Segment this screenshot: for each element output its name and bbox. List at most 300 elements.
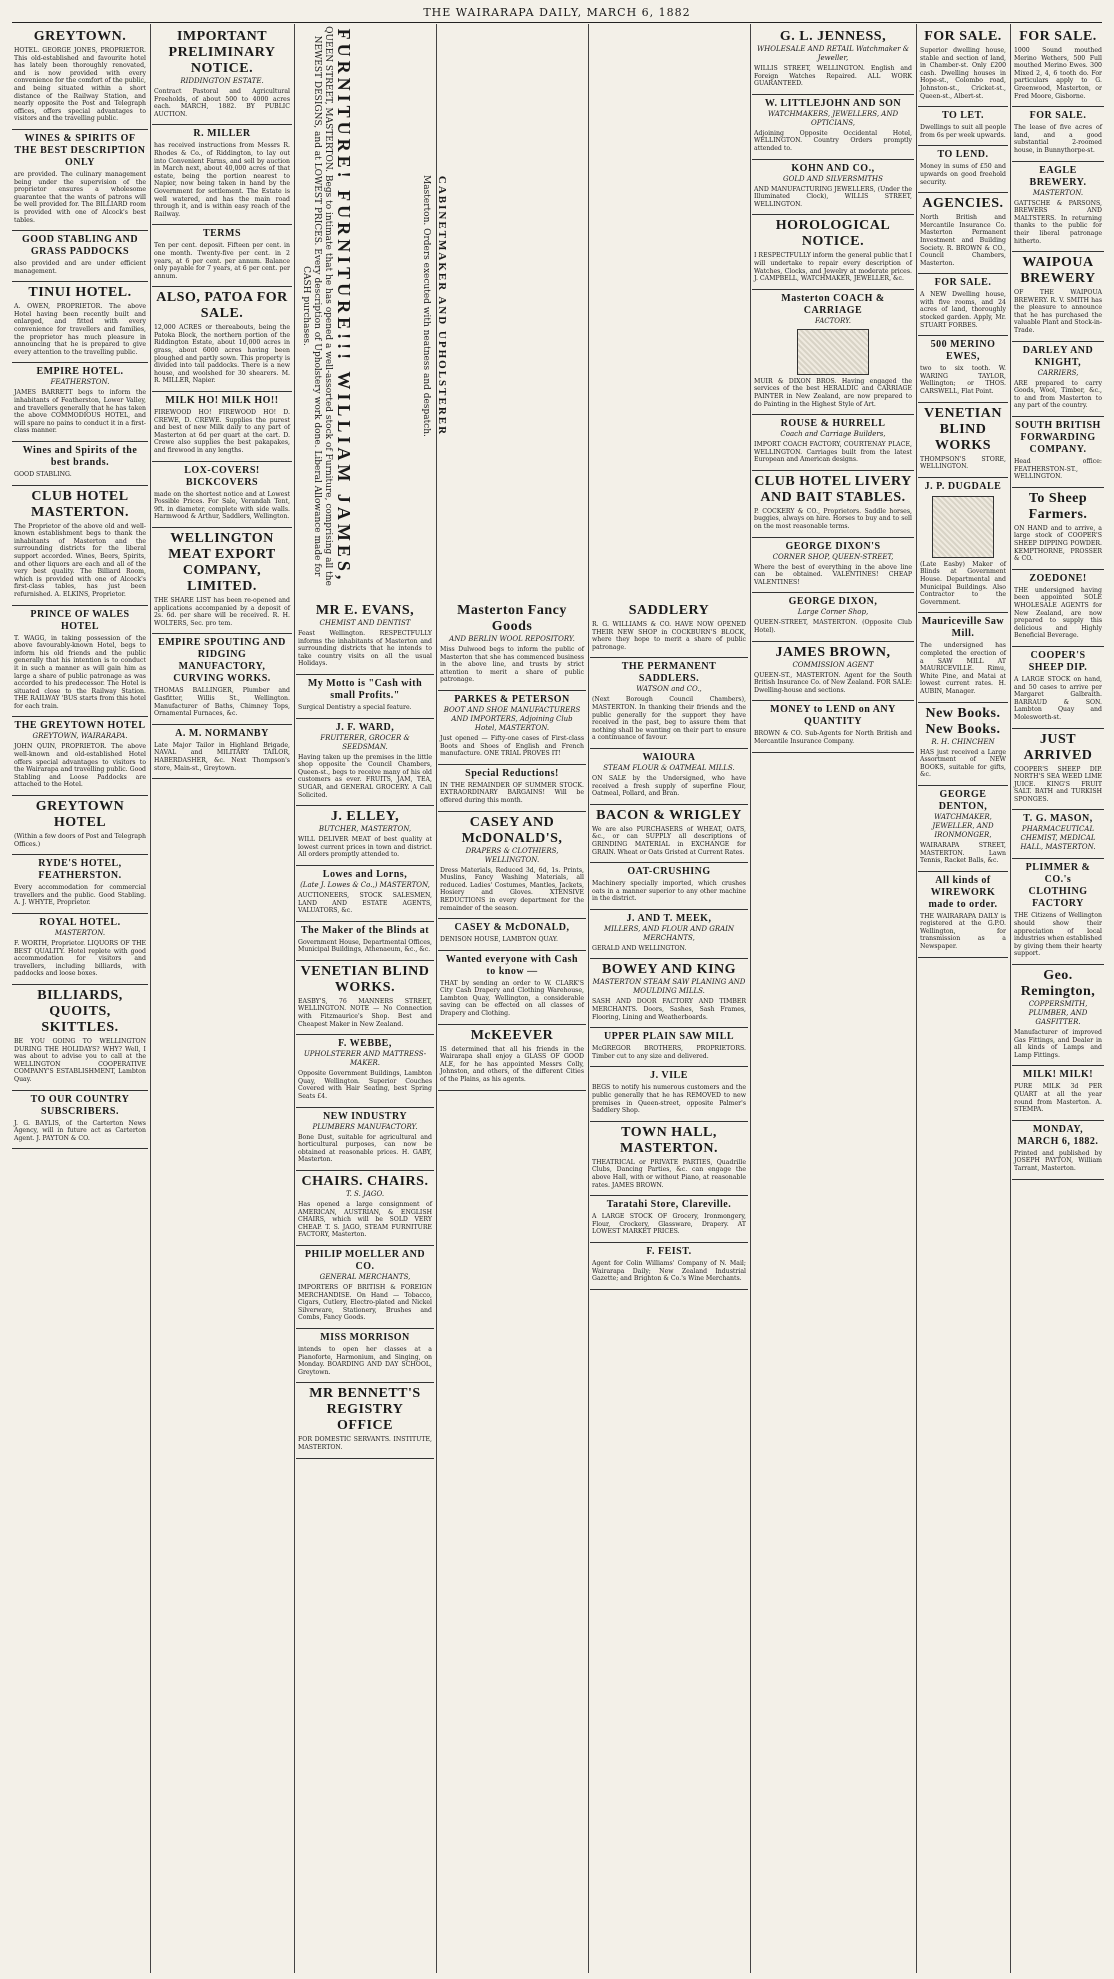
ad-body-text: WILL DELIVER MEAT of best quality at lowest current prices in town and district. All orders promptly attended to. <box>298 836 432 859</box>
advertisement <box>152 725 292 779</box>
advertisement <box>752 642 914 702</box>
column-rule <box>294 24 295 1973</box>
ad-body-text: Surgical Dentistry a special feature. <box>298 703 412 711</box>
advertisement <box>296 806 434 866</box>
ad-heading: J. P. DUGDALE <box>924 480 1002 492</box>
ad-heading: MILK HO! MILK HO!! <box>165 395 279 407</box>
advertisement <box>752 538 914 594</box>
advertisement <box>438 951 586 1025</box>
blind-maker-illustration <box>932 496 994 558</box>
advertisement <box>752 215 914 289</box>
ad-heading: WAIPOUA BREWERY <box>1020 255 1096 287</box>
ad-body-text: THE undersigned having been appointed SOLE WHOLESALE AGENTS for New Zealand, are now prepared to supply this delicious and Highly Beneficial Beverage. <box>1014 586 1102 640</box>
advertisement <box>438 919 586 951</box>
advertisement <box>590 1067 748 1121</box>
ad-body-text: QUEEN-ST., MASTERTON. Agent for the South British Insurance Co. of New Zealand. FOR SALE: Dwelling-house and sections. <box>754 671 912 694</box>
advertisement <box>752 593 914 641</box>
ad-heading: CASEY AND McDONALD'S, <box>461 814 563 846</box>
advertisement <box>1012 859 1104 965</box>
ad-subheading: RIDDINGTON ESTATE. <box>180 77 264 85</box>
advertisement <box>1012 647 1104 729</box>
ad-body-text: BROWN & CO. Sub-Agents for North British and Mercantile Insurance Company. <box>754 730 912 745</box>
advertisement <box>152 125 292 225</box>
ad-body-text: THE SHARE LIST has been re-opened and applications accompanied by a deposit of 2s. 6d. per share will be received. R. H. WOLTERS, Sec. pro tem. <box>154 596 290 627</box>
ad-heading: MONEY to LEND on ANY QUANTITY <box>770 704 896 728</box>
ad-body-text: Bone Dust, suitable for agricultural and horticultural purposes, can now be obtained at reasonable prices. H. GABY, Masterton. <box>298 1133 432 1164</box>
ad-heading: PRINCE OF WALES HOTEL <box>30 608 130 632</box>
ad-body-text: P. COCKERY & CO., Proprietors. Saddle horses, buggies, always on hire. Horses to buy and to sell on the most reasonable terms. <box>754 507 912 531</box>
ad-heading: TOWN HALL, MASTERTON. <box>620 1124 718 1156</box>
ad-heading: CLUB HOTEL LIVERY AND BAIT STABLES. <box>754 473 912 505</box>
advertisement <box>438 691 586 765</box>
advertisement <box>1012 729 1104 811</box>
ad-body-text: Opposite Government Buildings, Lambton Quay, Wellington. Superior Couches Covered with Hair Seating, best Spring Seats £4. <box>298 1070 432 1101</box>
advertisement <box>1012 417 1104 488</box>
ad-body-text: Adjoining Opposite Occidental Hotel, WELLINGTON. Country Orders promptly attended to. <box>754 129 912 152</box>
ad-body-text: The undersigned has completed the erection of a SAW MILL AT MAURICEVILLE. Rimu, White Pine, and Matai at lowest current rates. H. AUBIN, Manager. <box>920 642 1006 695</box>
ad-body-text: THAT by sending an order to W. CLARK'S City Cash Drapery and Clothing Warehouse, Lambton Quay, Wellington, a considerable saving can be effected on all classes of Drapery and Clothing. <box>440 979 584 1018</box>
ad-heading: TO LET. <box>941 110 985 122</box>
ad-body-text: two to six tooth. W. WARING TAYLOR, Wellington; or THOS. CARSWELL, Flat Point. <box>920 365 1006 396</box>
advertisement <box>590 863 748 910</box>
advertisement <box>12 486 148 606</box>
ad-heading: Geo. Remington, <box>1020 968 1096 1000</box>
ad-body-text: Every accommodation for commercial travellers and the public. Good Stabling. A. J. WHYTE, Proprietor. <box>14 884 146 907</box>
advertisement <box>918 613 1008 702</box>
ad-body-text: GATTSCHE & PARSONS, BREWERS AND MALTSTERS. In returning thanks to the public for their liberal patronage hitherto. <box>1014 199 1102 245</box>
ad-body-text: IN THE REMAINDER OF SUMMER STOCK. EXTRAORDINARY BARGAINS! Will be offered during this month. <box>440 781 584 804</box>
ad-body-text: WAIRARAPA STREET, MASTERTON. Lawn Tennis, Racket Balls, &c. <box>920 841 1006 865</box>
ad-subheading: BUTCHER, MASTERTON, <box>318 825 412 834</box>
masthead-rule <box>12 22 1102 23</box>
ad-body-text: 1000 Sound mouthed Merino Wethers, 500 Full mouthed Merino Ewes. 300 Mixed 2, 4, 6 tooth do. For particulars apply to G. Greenwood, Masterton, or Fred Moore, Gisborne. <box>1014 47 1102 100</box>
ad-body-text: T. WAGG, in taking possession of the above favourably-known Hotel, begs to inform his old friends and the public generally that his intention is to conduct it in such a manner as will gain him as large a share of public patronage as was accorded to his predecessor. The Hotel is situated close to the Railway Station. THE RAILWAY 'BUS starts from this hotel for each train. <box>14 634 146 710</box>
ad-heading: ROYAL HOTEL. <box>39 917 121 928</box>
ad-subheading: T. S. JAGO. <box>345 1190 385 1198</box>
ad-heading: WAIOURA <box>642 751 696 763</box>
ad-body-text: GERALD AND WELLINGTON. <box>592 944 687 952</box>
ad-heading: 500 MERINO EWES, <box>930 339 996 363</box>
column-4 <box>438 600 586 1973</box>
ad-heading: J. AND T. MEEK, <box>626 912 712 924</box>
ad-heading: CASEY & McDONALD, <box>454 922 570 934</box>
ad-heading: JUST ARRIVED <box>1023 731 1093 763</box>
ad-subheading: MASTERTON STEAM SAW PLANING AND MOULDING MILLS. <box>592 978 746 996</box>
ad-heading: J. ELLEY, <box>330 809 400 825</box>
advertisement <box>590 805 748 863</box>
ad-body-text: A NEW Dwelling house, with five rooms, and 24 acres of land, thoroughly stocked garden. Apply, Mr. STUART FORBES. <box>920 291 1006 329</box>
ad-heading: GREYTOWN HOTEL <box>35 799 125 831</box>
ad-body-text: ON SALE by the Undersigned, who have received a fresh supply of superfine Flour, Oatmeal, Pollard, and Bran. <box>592 774 746 798</box>
ad-body-text: Dwellings to suit all people from 6s per week upwards. <box>920 124 1006 139</box>
ad-heading: VENETIAN BLIND WORKS <box>924 405 1002 453</box>
ad-body-text: THOMAS BALLINGER, Plumber and Gasfitter, Willis St., Wellington. Manufacturer of Baths, Chimney Tops, Ornamental Furnaces, &c. <box>154 687 290 718</box>
advertisement <box>918 703 1008 786</box>
ad-heading: MR E. EVANS, <box>315 603 415 618</box>
ad-heading: GEORGE DIXON, <box>788 596 878 608</box>
ad-heading: EMPIRE SPOUTING AND RIDGING MANUFACTORY, CURVING WORKS. <box>158 637 286 685</box>
advertisement <box>1012 810 1104 859</box>
ad-body-text: OF THE WAIPOUA BREWERY. R. V. SMITH has the pleasure to announce that he has purchased the valuable Plant and Stock-in-Trade. <box>1014 289 1102 335</box>
column-6 <box>752 26 914 1973</box>
ad-heading: Special Reductions! <box>465 767 559 779</box>
advertisement <box>590 600 748 658</box>
ad-body-text: SASH AND DOOR FACTORY AND TIMBER MERCHANTS. Doors, Sashes, Sash Frames, Flooring, Lining and Weatherboards. <box>592 998 746 1021</box>
ad-heading: IMPORTANT PRELIMINARY NOTICE. <box>168 29 276 76</box>
ad-subheading: CARRIERS, <box>1037 368 1079 377</box>
ad-body-text: BE YOU GOING TO WELLINGTON DURING THE HOLIDAYS? WHY? Well, I was about to advise you to call at the WELLINGTON COOPERATIVE COMPANY'S ESTABLISHMENT, Lambton Quay. <box>14 1037 146 1083</box>
advertisement <box>1012 570 1104 647</box>
ad-heading: CLUB HOTEL MASTERTON. <box>31 488 129 520</box>
ad-body-text: JAMES BARRETT begs to inform the inhabitants of Featherston, Lower Valley, and travellers generally that he has taken the above COMMODIOUS HOTEL, and will spare no pains to conduct it in a first-class manner. <box>14 389 146 435</box>
ad-body-text: DENISON HOUSE, LAMBTON QUAY. <box>440 936 559 944</box>
ad-body-text: JOHN QUIN, PROPRIETOR. The above well-known and old-established Hotel offers special advantages to visitors to the Wairarapa and travelling public. Good Stabling and Loose Paddocks are attached to the Hotel. <box>14 743 146 789</box>
ad-heading: Lowes and Lorns, <box>322 868 408 880</box>
furniture-vertical-ad <box>300 26 418 586</box>
ad-heading: OAT-CRUSHING <box>627 866 711 878</box>
advertisement <box>296 922 434 961</box>
ad-body-text: North British and Mercantile Insurance Co. Masterton Permanent Investment and Building Society. R. BROWN & CO., Council Chambers, Masterton. <box>920 214 1006 267</box>
ad-body-text: ON HAND and to arrive, a large stock of COOPER'S SHEEP DIPPING POWDER. KEMPTHORNE, PROSSER & CO. <box>1014 524 1102 563</box>
advertisement <box>296 719 434 807</box>
ad-heading: SOUTH BRITISH FORWARDING COMPANY. <box>1015 420 1101 456</box>
ad-subheading: Large Corner Shop, <box>797 608 869 617</box>
column-rule <box>916 24 917 1973</box>
ad-heading: J. F. WARD, <box>335 721 395 733</box>
ad-heading: T. G. MASON, <box>1023 813 1093 825</box>
ad-body-text: We are also PURCHASERS of WHEAT, OATS, &c., or can SUPPLY all descriptions of GRINDING MATERIAL in EXCHANGE for GRAIN. Wheat or Oats Gristed at Current Rates. <box>592 825 746 856</box>
ad-heading: RYDE'S HOTEL, FEATHERSTON. <box>38 858 122 882</box>
ad-subheading: WATCHMAKERS, JEWELLERS, AND OPTICIANS, <box>767 109 899 127</box>
advertisement <box>152 462 292 528</box>
ad-heading: G. L. JENNESS, <box>779 29 887 44</box>
ad-heading: Mauriceville Saw Mill. <box>921 616 1005 640</box>
ad-body-text: EASBY'S, 76 MANNERS STREET, WELLINGTON. NOTE — No Connection with Fitzmaurice's Shop. Best and Cheapest Maker in New Zealand. <box>298 997 432 1028</box>
advertisement <box>12 130 148 231</box>
ad-heading: W. LITTLEJOHN AND SON <box>764 97 902 109</box>
ad-subheading: COPPERSMITH, PLUMBER, AND GASFITTER. <box>1028 1000 1088 1027</box>
advertisement <box>590 910 748 960</box>
advertisement <box>296 1108 434 1171</box>
ad-body-text: Superior dwelling house, stable and section of land, in Chamber-st. Only £200 cash. Dwelling houses in Hope-st., Colombo road, Johnston-st., Cricket-st., Queen-st., Albert-st. <box>920 47 1006 100</box>
ad-body-text: F. WORTH, Proprietor. LIQUORS OF THE BEST QUALITY. Hotel replete with good accommodation for visitors and travellers, including billiards, with paddocks and loose boxes. <box>14 940 146 978</box>
advertisement <box>1012 107 1104 161</box>
advertisement <box>152 287 292 392</box>
advertisement <box>438 600 586 691</box>
ad-heading: KOHN AND CO., <box>791 162 875 174</box>
advertisement <box>918 786 1008 872</box>
ad-body-text: Contract Pastoral and Agricultural Freeholds, of about 500 to 4000 acres each. MARCH, 1882. BY PUBLIC AUCTION. <box>154 88 290 118</box>
ad-body-text: WILLIS STREET, WELLINGTON. English and Foreign Watches Repaired. ALL WORK GUARANTEED. <box>754 65 912 88</box>
ad-body-text: QUEEN-STREET, MASTERTON. (Opposite Club Hotel). <box>754 619 912 635</box>
ad-body-text: Just opened — Fifty-one cases of First-class Boots and Shoes of English and French manufacture. ONE TRIAL PROVES IT! <box>440 734 584 758</box>
ad-body-text: intends to open her classes at a Pianoforte, Harmonium, and Singing, on Monday. BOARDING AND DAY SCHOOL, Greytown. <box>298 1345 432 1376</box>
advertisement <box>918 872 1008 958</box>
ad-heading: J. VILE <box>650 1070 688 1082</box>
ad-heading: GOOD STABLING AND GRASS PADDOCKS <box>21 234 139 258</box>
ad-body-text: HAS just received a Large Assortment of NEW BOOKS, suitable for gifts, &c. <box>920 748 1006 779</box>
advertisement <box>918 193 1008 274</box>
advertisement <box>752 290 914 415</box>
ad-body-text: A LARGE STOCK on hand, and 50 cases to arrive per Margaret Galbraith. BARRAUD & SON. Lambton Quay and Molesworth-st. <box>1014 675 1102 721</box>
ad-subheading: MASTERTON. <box>1032 188 1084 197</box>
advertisement <box>1012 1066 1104 1120</box>
ad-subheading: UPHOLSTERER AND MATTRESS-MAKER. <box>303 1050 427 1068</box>
advertisement <box>752 95 914 160</box>
ad-body-text: Feast Wellington. RESPECTFULLY informs the inhabitants of Masterton and surrounding districts that he intends to take country visits on all the usual Holidays. <box>298 630 432 668</box>
column-7 <box>918 26 1008 1973</box>
ad-heading: R. MILLER <box>193 128 251 140</box>
ad-body-text: FIREWOOD HO! FIREWOOD HO! D. CREWE, D. CREWE. Supplies the purest and best of new Milk daily to any part of Masterton at 6d per quart at the cart. D. Crewe also supplies the best pakapakes, and firewood in any lengths. <box>154 409 290 454</box>
advertisement <box>152 225 292 287</box>
column-1 <box>12 26 148 1973</box>
ad-heading: THE GREYTOWN HOTEL <box>14 720 146 732</box>
ad-heading: TERMS <box>202 228 242 240</box>
ad-heading: Wanted everyone with Cash to know — <box>445 953 579 977</box>
ad-body-text: COOPER'S SHEEP DIP. NORTH'S SEA WEED LIME JUICE. KING'S FRUIT SALT. BATH and TURKISH SPONGES. <box>1014 765 1102 803</box>
ad-body-text: GOOD STABLING. <box>14 471 72 478</box>
ad-heading: TO OUR COUNTRY SUBSCRIBERS. <box>30 1093 130 1117</box>
advertisement <box>752 701 914 752</box>
advertisement <box>590 1028 748 1067</box>
ad-heading: VENETIAN BLIND WORKS. <box>300 963 430 995</box>
vertical-ad-head: FURNITURE! FURNITURE!!! WILLIAM JAMES, <box>334 28 354 584</box>
ad-heading: Wines and Spirits of the best brands. <box>22 445 138 468</box>
advertisement <box>918 336 1008 402</box>
ad-subheading: PLUMBERS MANUFACTORY. <box>312 1122 418 1131</box>
ad-body-text: BEGS to notify his numerous customers and the public generally that he has REMOVED to new premises in Queen-street, opposite Palmer's Saddlery Shop. <box>592 1084 746 1115</box>
advertisement <box>296 866 434 922</box>
ad-body-text: Dress Materials, Reduced 3d, 6d, 1s. Prints, Muslins, Fancy Washing Materials, all reduced. Ladies' Costumes, Mantles, Jackets, Hosiery and Gloves. XTENSIVE REDUCTIONS in every department for the remainder of the season. <box>440 866 584 912</box>
advertisement <box>590 959 748 1028</box>
ad-heading: DARLEY AND KNIGHT, <box>1022 344 1094 368</box>
advertisement <box>12 855 148 914</box>
ad-body-text: (Within a few doors of Post and Telegraph Offices.) <box>14 833 146 848</box>
carriage-illustration <box>797 329 869 375</box>
ad-heading: AGENCIES. <box>922 196 1004 212</box>
ad-heading: ZOEDONE! <box>1029 572 1087 584</box>
ad-body-text: IMPORTERS OF BRITISH & FOREIGN MERCHANDISE. On Hand — Tobacco, Cigars, Cutlery, Electro-plated and Nickel Silverware, Stationery, Brushes and Combs, Fancy Goods. <box>298 1283 432 1322</box>
advertisement <box>918 146 1008 193</box>
ad-heading: PARKES & PETERSON <box>454 693 570 705</box>
ad-body-text: Where the best of everything in the above line can be obtained. VALENTINES! CHEAP VALENTINES! <box>754 563 912 586</box>
ad-body-text: PURE MILK 3d PER QUART at all the year round from Masterton. A. STEMPA. <box>1014 1083 1102 1114</box>
advertisement <box>296 1246 434 1329</box>
advertisement <box>1012 1121 1104 1180</box>
ad-subheading: FRUITERER, GROCER & SEEDSMAN. <box>320 733 410 751</box>
ad-subheading: R. H. CHINCHEN <box>931 737 995 746</box>
advertisement <box>12 606 148 718</box>
ad-body-text: Machinery specially imported, which crushes oats in a manner superior to any other machine in the district. <box>592 880 746 903</box>
advertisement <box>1012 965 1104 1066</box>
ad-body-text: (Late Easby) Maker of Blinds at Government House. Departmental and Municipal Buildings. Also Contractor to the Government. <box>920 560 1006 606</box>
ad-heading: EMPIRE HOTEL. <box>36 366 124 378</box>
ad-heading: Masterton COACH & CARRIAGE <box>781 292 885 316</box>
ad-heading: New Books. New Books. <box>925 705 1001 737</box>
advertisement <box>590 1243 748 1290</box>
advertisement <box>752 415 914 471</box>
advertisement <box>1012 26 1104 107</box>
advertisement <box>918 403 1008 478</box>
ad-heading: EAGLE BREWERY. <box>1029 164 1087 188</box>
ad-subheading: WHOLESALE AND RETAIL Watchmaker & Jeweller, <box>756 45 909 62</box>
advertisement <box>1012 162 1104 253</box>
column-5 <box>590 600 748 1973</box>
advertisement <box>12 442 148 486</box>
column-rule <box>750 24 751 1973</box>
column-rule <box>1010 24 1011 1973</box>
ad-heading: SADDLERY <box>628 603 710 618</box>
ad-body-text: has received instructions from Messrs R. Rhodes & Co., of Riddington, to lay out into Convenient Farms, and sell by auction in March next, about 40,000 acres of that estate, being the portion nearest to Napier, now being taken in hand by the Government for settlement. The Estate is well watered, and has the main road through it, and is within easy reach of the Railway. <box>154 142 290 218</box>
ad-body-text: also provided and are under efficient management. <box>14 260 146 275</box>
ad-subheading: COMMISSION AGENT <box>792 660 874 669</box>
ad-body-text: The lease of five acres of land, and a good substantial 2-roomed house, in Bunnythorpe-st. <box>1014 124 1102 154</box>
advertisement <box>590 749 748 805</box>
ad-body-text: (Next Borough Council Chambers), MASTERTON. In thanking their friends and the public generally for the support they have received in the past, beg to assure them that nothing shall be wanting on their part to ensure a continuance of favour. <box>592 696 746 742</box>
advertisement <box>12 985 148 1091</box>
ad-subheading: DRAPERS & CLOTHIERS, WELLINGTON. <box>465 846 559 864</box>
ad-subheading: FEATHERSTON. <box>50 378 110 387</box>
vertical-ad-head: CABINETMAKER AND UPHOLSTERER <box>436 175 448 437</box>
ad-heading: NEW INDUSTRY <box>322 1110 408 1122</box>
advertisement <box>12 914 148 985</box>
ad-body-text: made on the shortest notice and at Lowest Possible Prices. For Sale, Verandah Tent, 9ft. in diameter, complete with side walls. Harmwood & Arthur, Saddlers, Wellington. <box>154 490 290 521</box>
ad-heading: THE PERMANENT SADDLERS. <box>621 661 717 685</box>
vertical-ad-body: QUEEN STREET, MASTERTON. Begs to intimate that he has opened a well-assorted stock of Furniture, comprising all the NEWEST DESIGNS, and at LOWEST PRICES. Every description of Upholstery work done. Liberal Allowance made for CASH purchases. <box>301 26 333 586</box>
ad-body-text: AND MANUFACTURING JEWELLERS, (Under the Illuminated Clock), WILLIS STREET, WELLINGTON. <box>754 185 912 208</box>
ad-heading: GEORGE DIXON'S <box>785 540 881 552</box>
ad-heading: BILLIARDS, QUOITS, SKITTLES. <box>37 987 123 1035</box>
column-2 <box>152 26 292 1973</box>
ad-subheading: GOLD AND SILVERSMITHS <box>783 174 883 183</box>
ad-heading: PHILIP MOELLER AND CO. <box>304 1248 426 1272</box>
advertisement <box>296 1035 434 1107</box>
advertisement <box>752 471 914 538</box>
advertisement <box>918 26 1008 107</box>
advertisement <box>152 26 292 125</box>
advertisement <box>1012 342 1104 417</box>
ad-body-text: I RESPECTFULLY inform the general public that I will undertake to repair every description of Watches, Clocks, and Jewelry at moderate prices. J. CAMPBELL, WATCHMAKER, JEWELLER, &c. <box>754 252 912 283</box>
ad-heading: Taratahi Store, Clareville. <box>606 1199 732 1211</box>
advertisement <box>590 1196 748 1243</box>
ad-body-text: Agent for Colin Williams' Company of N. Mail; Wairarapa Daily; New Zealand Industrial Gazette; and Brighton & Co.'s Wine Merchants. <box>592 1259 746 1283</box>
advertisement <box>918 107 1008 146</box>
ad-body-text: Having taken up the premises in the little shop opposite the Council Chambers, Queen-st., begs to receive many of his old customers as ever. FRUITS, JAM, TEA, SUGAR, and GENERAL GROCERY. A Call Solicited. <box>298 753 432 799</box>
ad-subheading: AND BERLIN WOOL REPOSITORY. <box>449 635 575 643</box>
ad-body-text: Miss Dulwood begs to inform the public of Masterton that she has commenced business in the above line, and trusts by strict attention to merit a share of public patronage. <box>440 646 584 684</box>
ad-body-text: IS determined that all his friends in the Wairarapa shall enjoy a GLASS OF GOOD ALE, for he has appointed Messrs Colly, Johnston, and others, of the different Cities of the Plains, as his agents. <box>440 1045 584 1084</box>
ad-body-text: THE WAIRARAPA DAILY is registered at the G.P.O. Wellington, for transmission as a Newspaper. <box>920 912 1006 951</box>
ad-subheading: GENERAL MERCHANTS, <box>319 1272 411 1281</box>
advertisement <box>12 282 148 363</box>
ad-body-text: Manufacturer of improved Gas Fittings, and Dealer in all kinds of Lamps and Lamp Fittings. <box>1014 1029 1102 1059</box>
advertisement <box>12 717 148 796</box>
advertisement <box>152 634 292 724</box>
ad-subheading: CORNER SHOP, QUEEN-STREET, <box>772 552 894 561</box>
ad-body-text: ARE prepared to carry Goods, Wool, Timber, &c., to and from Masterton to any part of the country. <box>1014 379 1102 410</box>
ad-subheading: CHEMIST AND DENTIST <box>319 619 411 627</box>
ad-subheading: FACTORY. <box>814 316 852 325</box>
advertisement <box>12 363 148 442</box>
ad-body-text: Late Major Tailor in Highland Brigade, NAVAL and MILITARY TAILOR, HABERDASHER, &c. Next Thompson's store, Main-st., Greytown. <box>154 741 290 772</box>
ad-subheading: BOOT AND SHOE MANUFACTURERS AND IMPORTERS, Adjoining Club Hotel, MASTERTON. <box>443 705 581 732</box>
ad-heading: ROUSE & HURRELL <box>780 418 886 430</box>
advertisement <box>12 1091 148 1150</box>
ad-heading: WELLINGTON MEAT EXPORT COMPANY, LIMITED. <box>168 530 276 594</box>
ad-body-text: McGREGOR BROTHERS, PROPRIETORS. Timber cut to any size and delivered. <box>592 1045 746 1060</box>
ad-heading: BOWEY AND KING <box>601 962 737 978</box>
ad-heading: FOR SALE. <box>934 277 992 289</box>
ad-heading: TINUI HOTEL. <box>28 285 132 301</box>
ad-body-text: HOTEL. GEORGE JONES, PROPRIETOR. This old-established and favourite hotel has lately been thoroughly renovated, and is now provided with every convenience for the comfort of the public, and being situated within a short distance of the Railway Station, and nearly opposite the Post and Telegraph offices, offers special advantages to visitors and the travelling public. <box>14 47 146 123</box>
advertisement <box>296 1171 434 1246</box>
ad-body-text: THEATRICAL or PRIVATE PARTIES, Quadrille Clubs, Dancing Parties, &c. can engage the above Hall, with or without Piano, at reasonable rates. JAMES BROWN. <box>592 1158 746 1189</box>
ad-body-text: R. G. WILLIAMS & CO. HAVE NOW OPENED THEIR NEW SHOP in COCKBURN'S BLOCK, where they hope to merit a share of public patronage. <box>592 621 746 651</box>
ad-subheading: WATSON and CO., <box>636 685 702 694</box>
ad-body-text: are provided. The culinary management being under the supervision of the proprietor ensures a wholesome guarantee that the wants of patrons will be well provided for. The BILLIARD room is provided with one of Alcock's best tables. <box>14 170 146 224</box>
advertisement <box>438 812 586 920</box>
ad-heading: The Maker of the Blinds at <box>300 924 430 936</box>
advertisement <box>152 528 292 634</box>
ad-heading: PLIMMER & CO.'s CLOTHING FACTORY <box>1025 862 1091 910</box>
advertisement <box>12 796 148 855</box>
ad-subheading: (Late J. Lowes & Co.,) MASTERTON, <box>300 880 430 889</box>
ad-body-text: Ten per cent. deposit. Fifteen per cent. in one month. Twenty-five per cent. in 2 years, at 6 per cent. per annum. Balance only payable for 7 years, at 6 per cent. per annum. <box>154 242 290 280</box>
column-8 <box>1012 26 1104 1973</box>
ad-heading: Masterton Fancy Goods <box>457 603 567 634</box>
ad-body-text: Money in sums of £50 and upwards on good freehold security. <box>920 163 1006 186</box>
advertisement <box>1012 252 1104 342</box>
ad-heading: GEORGE DENTON, <box>938 788 988 812</box>
ad-body-text: A LARGE STOCK OF Grocery, Ironmongery, Flour, Crockery, Glassware, Drapery. AT LOWEST MARKET PRICES. <box>592 1213 746 1236</box>
advertisement <box>1012 488 1104 570</box>
ad-heading: UPPER PLAIN SAW MILL <box>603 1031 735 1043</box>
advertisement <box>438 1025 586 1091</box>
ad-heading: TO LEND. <box>937 149 989 161</box>
ad-heading: JAMES BROWN, <box>775 644 891 660</box>
ad-body-text: A. OWEN, PROPRIETOR. The above Hotel having been recently built and enlarged, and fitted with every convenience for travellers and families, the proprietor has much pleasure in announcing that he is prepared to give every attention to the travelling public. <box>14 303 146 356</box>
ad-subheading: MASTERTON. <box>54 929 106 937</box>
ad-body-text: AUCTIONEERS, STOCK SALESMEN, LAND AND ESTATE AGENTS, VALUATORS, &c. <box>298 891 432 915</box>
advertisement <box>296 1383 434 1458</box>
ad-subheading: STEAM FLOUR & OATMEAL MILLS. <box>603 763 735 772</box>
ad-body-text: Government House, Departmental Offices, Municipal Buildings, Athenaeum, &c., &c. <box>298 938 432 954</box>
ad-body-text: FOR DOMESTIC SERVANTS. INSTITUTE, MASTERTON. <box>298 1436 432 1451</box>
ad-heading: HOROLOGICAL NOTICE. <box>775 218 891 250</box>
ad-heading: MONDAY, MARCH 6, 1882. <box>1017 1123 1099 1147</box>
ad-heading: LOX-COVERS! BICKCOVERS <box>184 464 260 488</box>
ad-body-text: 12,000 ACRES or thereabouts, being the Patoka Block, the northern portion of the Riddington Estate, about 10,000 acres in grass, about 6000 acres having been ploughed and partly sown. This property is divided into tail paddocks. There is a new house, and woolshed for 30 shearers. M. R. MILLER, Napier. <box>154 324 290 385</box>
ad-heading: F. FEIST. <box>646 1245 692 1257</box>
ad-body-text: The Proprietor of the above old and well-known establishment begs to thank the inhabitants of Masterton and the surrounding districts for the liberal support accorded. Wines, Beers, Spirits, and other liquors are each and all of the very best quality. The Billiard Room, which is provided with one of Alcock's first-class tables, has just been refurnished. A. ELKINS, Proprietor. <box>14 522 146 598</box>
ad-body-text: IMPORT COACH FACTORY, COURTENAY PLACE, WELLINGTON. Carriages built from the latest European and American designs. <box>754 441 912 464</box>
advertisement <box>438 765 586 812</box>
ad-heading: My Motto is "Cash with small Profits." <box>307 677 423 701</box>
advertisement <box>590 1122 748 1196</box>
ad-heading: BACON & WRIGLEY <box>596 807 742 823</box>
advertisement <box>296 675 434 719</box>
ad-heading: All kinds of WIREWORK made to order. <box>928 874 998 910</box>
ad-heading: MR BENNETT'S REGISTRY OFFICE <box>309 1386 421 1434</box>
ad-heading: FOR SALE. <box>1029 110 1087 122</box>
advertisement <box>918 478 1008 614</box>
ad-body-text: THE Citizens of Wellington should show their appreciation of local industries when established by giving them their hearty support. <box>1014 912 1102 958</box>
ad-heading: CHAIRS. CHAIRS. <box>301 1174 429 1189</box>
ad-subheading: PHARMACEUTICAL CHEMIST, MEDICAL HALL, MASTERTON. <box>1020 825 1096 852</box>
ad-heading: MISS MORRISON <box>320 1331 410 1343</box>
masthead: THE WAIRARAPA DAILY, MARCH 6, 1882 <box>423 6 691 19</box>
ad-body-text: Head office: FEATHERSTON-ST., WELLINGTON. <box>1014 458 1102 481</box>
